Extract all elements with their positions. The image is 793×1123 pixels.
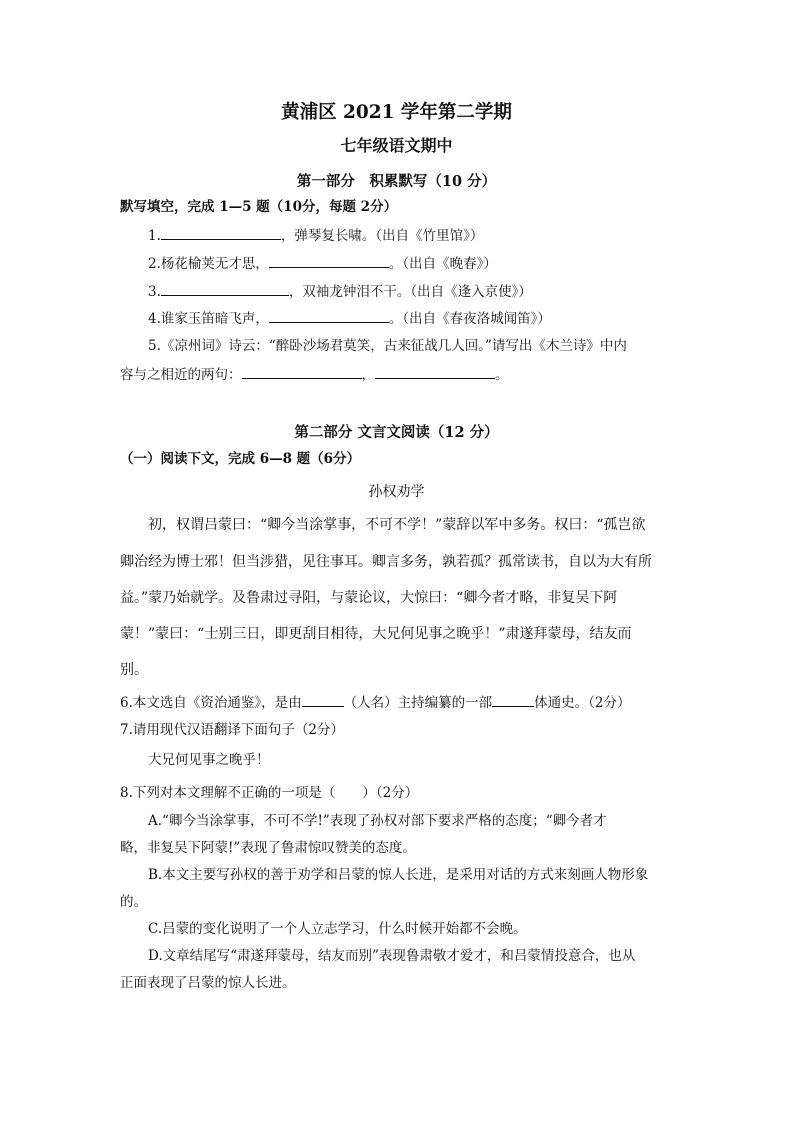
answer-blank[interactable] <box>242 365 362 379</box>
separator: ， <box>361 367 375 383</box>
answer-blank[interactable] <box>492 693 534 707</box>
answer-blank[interactable] <box>375 365 495 379</box>
question-3 <box>148 282 532 301</box>
part2-instruction: （一）阅读下文，完成 6—8 题（6分） <box>120 451 361 467</box>
passage-line: 初，权谓吕蒙曰：“卿今当涂掌事，不可不学！”蒙辞以军中多务。权曰：“孤岂欲 <box>148 517 646 533</box>
passage-line: 别。 <box>120 662 148 678</box>
answer-blank[interactable] <box>302 693 344 707</box>
question-text: 2.杨花榆荚无才思， <box>148 256 269 272</box>
passage-title: 孙权劝学 <box>368 484 425 500</box>
question-7: 7.请用现代汉语翻译下面句子（2分） <box>120 722 344 738</box>
part2-heading: 第二部分 文言文阅读（12 分） <box>294 424 499 441</box>
option-c: C.吕蒙的变化说明了一个人立志学习，什么时候开始都不会晚。 <box>148 921 527 937</box>
question-text: 体通史。（2分） <box>534 695 631 711</box>
question-1 <box>148 226 483 245</box>
option-d-line1: D.文章结尾写“肃遂拜蒙母，结友而别”表现鲁肃敬才爱才，和吕蒙情投意合，也从 <box>148 948 636 964</box>
answer-blank[interactable] <box>161 282 289 296</box>
passage-line: 益。”蒙乃始就学。及鲁肃过寻阳，与蒙论议，大惊曰：“卿今者才略，非复吴下阿 <box>120 590 618 606</box>
question-2 <box>148 254 497 273</box>
passage-line: 卿治经为博士邪！但当涉猎，见往事耳。卿言多务，孰若孤？孤常读书，自以为大有所 <box>120 554 652 570</box>
question-text: 容与之相近的两句： <box>120 367 242 383</box>
answer-blank[interactable] <box>269 309 389 323</box>
option-a-line2: 略，非复吴下阿蒙!”表现了鲁肃惊叹赞美的态度。 <box>120 840 416 856</box>
question-text: ，弹琴复长啸。（出自《竹里馆》） <box>280 228 484 244</box>
option-a-line1: A.“卿今当涂掌事，不可不学!”表现了孙权对部下要求严格的态度；“卿今者才 <box>148 813 607 829</box>
question-number: 1. <box>148 228 161 244</box>
question-text: （人名）主持编纂的一部 <box>343 695 493 711</box>
answer-blank[interactable] <box>161 226 281 240</box>
option-d-line2: 正面表现了吕蒙的惊人长进。 <box>120 975 296 991</box>
question-8: 8.下列对本文理解不正确的一项是（ ）（2分） <box>120 785 419 801</box>
question-6 <box>120 693 630 712</box>
exam-title-line1: 黄浦区 2021 学年第二学期 <box>281 102 512 123</box>
question-text: 4.谁家玉笛暗飞声， <box>148 311 269 327</box>
answer-blank[interactable] <box>269 254 389 268</box>
exam-title-line2: 七年级语文期中 <box>340 136 453 155</box>
part1-heading: 第一部分 积累默写（10 分） <box>296 173 497 190</box>
question-text: 。（出自《春夜洛城闻笛》） <box>388 311 551 327</box>
question-7-sentence: 大兄何见事之晚乎！ <box>148 752 270 768</box>
part1-instruction: 默写填空，完成 1—5 题（10分，每题 2分） <box>120 199 398 215</box>
sentence-end: 。 <box>495 367 509 383</box>
option-b-line2: 的。 <box>120 894 147 910</box>
question-5-line2 <box>120 365 509 384</box>
question-text: ，双袖龙钟泪不干。（出自《逢入京使》） <box>288 284 532 300</box>
question-number: 3. <box>148 284 161 300</box>
question-4 <box>148 309 551 328</box>
passage-line: 蒙！”蒙曰：“士别三日，即更刮目相待，大兄何见事之晚乎！”肃遂拜蒙母，结友而 <box>120 626 632 642</box>
question-text: 。（出自《晚春》） <box>388 256 497 272</box>
question-5-line1: 5.《凉州词》诗云：“醉卧沙场君莫笑，古来征战几人回。”请写出《木兰诗》中内 <box>148 338 627 354</box>
question-text: 6.本文选自《资治通鉴》，是由 <box>120 695 302 711</box>
option-b-line1: B.本文主要写孙权的善于劝学和吕蒙的惊人长进，是采用对话的方式来刻画人物形象 <box>148 867 649 883</box>
